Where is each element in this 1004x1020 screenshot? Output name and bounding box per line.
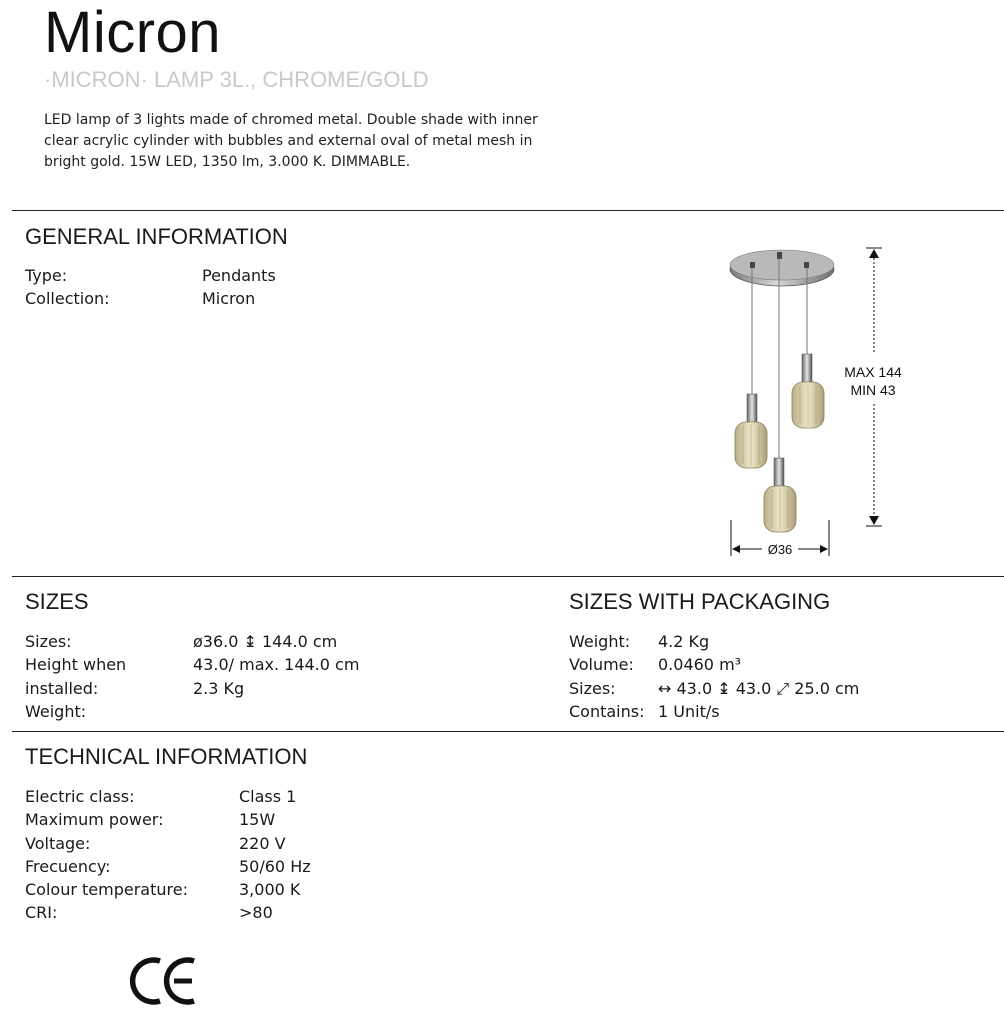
technical-row [25,785,311,808]
packaging-value: ↔ 43.0 ↨ 43.0 ⤢ 25.0 cm [658,678,860,698]
sizes-label: Weight: [25,701,87,721]
sizes-label: installed: [25,678,99,698]
packaging-value: 0.0460 m³ [658,655,742,675]
sizes-title: SIZES [25,589,89,614]
technical-list [25,785,311,925]
general-info-list [25,264,276,311]
ce-mark-icon [130,955,200,1007]
canopy-plate [730,250,834,286]
sizes-label: Sizes: [25,632,72,651]
packaging-title: SIZES WITH PACKAGING [569,589,831,614]
divider-sizes [12,576,1004,577]
technical-value: 15W [239,810,276,830]
technical-row [25,878,311,901]
pendant-right [792,354,824,428]
technical-value: 3,000 K [239,880,301,900]
sizes-value: ø36.0 ↨ 144.0 cm [193,632,338,651]
technical-row [25,808,311,831]
technical-value: 220 V [239,833,286,853]
sizes-label: Height when [25,655,127,675]
technical-label: CRI: [25,903,58,923]
product-drawing [716,236,916,566]
technical-row [25,832,311,855]
general-value: Pendants [202,266,276,285]
divider-general [12,210,1004,211]
packaging-row [569,653,859,676]
general-info-title: GENERAL INFORMATION [25,224,288,249]
packaging-row [569,700,859,723]
general-label: Type: [25,266,68,285]
product-title: Micron [44,0,222,65]
product-subtitle: ·MICRON· LAMP 3L., CHROME/GOLD [44,67,429,92]
technical-label: Maximum power: [25,810,164,830]
packaging-list [569,630,859,723]
general-label: Collection: [25,289,110,309]
packaging-label: Weight: [569,632,631,651]
packaging-value: 1 Unit/s [658,701,720,721]
packaging-label: Contains: [569,701,645,721]
pendant-center [764,458,796,532]
sizes-values [193,630,359,700]
technical-label: Electric class: [25,787,135,806]
technical-label: Voltage: [25,833,91,853]
packaging-row [569,630,859,653]
technical-label: Colour temperature: [25,880,188,900]
product-description: LED lamp of 3 lights made of chromed metal. Double shade with inner clear acrylic cylinder with bubbles and external oval of metal mesh in bright gold. 15W LED, 1350 lm, 3.000 K. DIMMABLE. [44,112,538,170]
general-row-collection [25,287,276,310]
height-min-label: MIN 43 [850,382,896,398]
general-row-type [25,264,276,287]
divider-technical [12,731,1004,732]
packaging-label: Volume: [569,655,634,675]
sizes-value: 2.3 Kg [193,678,245,698]
technical-row [25,855,311,878]
packaging-row [569,677,859,700]
technical-value: 50/60 Hz [239,856,311,876]
sizes-value: 43.0/ max. 144.0 cm [193,655,360,675]
diameter-label: Ø36 [767,542,793,557]
technical-label: Frecuency: [25,856,111,876]
packaging-label: Sizes: [569,678,616,698]
height-max-label: MAX 144 [844,364,902,380]
technical-value: Class 1 [239,787,297,806]
technical-row [25,901,311,924]
technical-title: TECHNICAL INFORMATION [25,744,308,769]
pendant-left [735,394,767,468]
technical-value: >80 [239,903,273,923]
packaging-value: 4.2 Kg [658,632,710,651]
sizes-labels [25,630,126,723]
general-value: Micron [202,289,256,309]
